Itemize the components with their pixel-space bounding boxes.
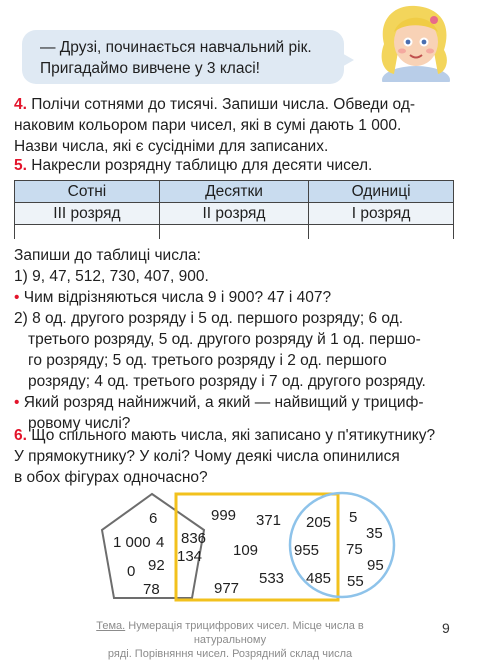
speech-bubble-tail	[340, 52, 354, 68]
overlap-pentagon-rectangle-number: 134	[177, 548, 203, 565]
overlap-rectangle-circle-number: 205	[306, 514, 332, 531]
speech-bubble-text	[40, 37, 340, 79]
place-value-table	[14, 180, 454, 239]
table-header-units: Одиниці	[309, 181, 454, 203]
circle-number: 95	[367, 557, 384, 574]
table-header-row	[15, 181, 454, 203]
table-cell	[309, 225, 454, 240]
table-rank-1: I розряд	[309, 203, 454, 225]
dialog-line-1: — Друзі, починається навчальний рік.	[40, 39, 312, 56]
task-6-line-3: в обох фігурах одночасно?	[14, 469, 208, 486]
table-rank-2: II розряд	[159, 203, 308, 225]
footer-topic-label: Тема.	[96, 620, 126, 632]
task-4-line-1: Полічи сотнями до тисячі. Запиши числа. Обведи од-	[31, 96, 416, 113]
footer-line-2: ряді. Порівняння чисел. Розрядний склад числа	[107, 648, 353, 660]
task-4-line-2: наковим кольором пари чисел, які в сумі дають 1 000.	[14, 117, 402, 134]
task-5-item-2-line-2: третього розряду, 5 од. другого розряду й 1 од. першо-	[28, 331, 421, 348]
task-4-line-3: Назви числа, які є сусідніми для записаних.	[14, 138, 329, 155]
table-header-hundreds: Сотні	[15, 181, 160, 203]
task-5-body	[14, 245, 469, 434]
task-5-item-1: 1) 9, 47, 512, 730, 407, 900.	[14, 268, 209, 285]
task-6-line-1: Що спільного мають числа, які записано у п'ятикутнику?	[31, 427, 436, 444]
circle-number: 55	[347, 573, 364, 590]
pentagon-number: 92	[148, 557, 165, 574]
pentagon-number: 6	[149, 510, 158, 527]
circle-number: 75	[346, 541, 363, 558]
task-5-item-2-line-1: 2) 8 од. другого розряду і 5 од. першого розряду; 6 од.	[14, 310, 403, 327]
task-5-item-2-line-3: го розряду; 5 од. третього розряду і 2 од. першого	[28, 352, 387, 369]
overlap-rectangle-circle-number: 485	[306, 570, 332, 587]
task-6-number: 6.	[14, 427, 27, 444]
rectangle-number: 533	[259, 570, 285, 587]
circle-number: 5	[349, 509, 358, 526]
pentagon-number: 78	[143, 581, 160, 598]
rectangle-number: 977	[214, 580, 240, 597]
dialog-line-2: Пригадаймо вивчене у 3 класі!	[40, 60, 260, 77]
overlap-rectangle-circle-number: 955	[294, 542, 320, 559]
table-header-tens: Десятки	[159, 181, 308, 203]
pentagon-number: 0	[127, 563, 136, 580]
table-subheader-row	[15, 203, 454, 225]
page-footer	[60, 619, 400, 661]
table-empty-row	[15, 225, 454, 240]
task-5-number: 5.	[14, 157, 27, 174]
circle-number: 35	[366, 525, 383, 542]
bullet-icon: •	[14, 289, 20, 306]
pentagon-number: 4	[156, 534, 165, 551]
rectangle-number: 371	[256, 512, 282, 529]
task-4	[14, 94, 469, 157]
task-5-item-2-line-4: розряду; 4 од. третього розряду і 7 од. другого розряду.	[28, 373, 426, 390]
page-number: 9	[442, 620, 450, 636]
task-5-question-1: Чим відрізняються числа 9 і 900? 47 і 407?	[23, 289, 332, 306]
overlap-pentagon-rectangle-number: 836	[181, 530, 207, 547]
task-5-question-2-line-1: Який розряд найнижчий, а який — найвищий у трициф-	[23, 394, 424, 411]
table-rank-3: III розряд	[15, 203, 160, 225]
task-6	[14, 425, 469, 488]
girl-illustration	[364, 2, 464, 82]
task-5-text: Накресли розрядну таблицю для десяти чисел.	[31, 157, 373, 174]
bullet-icon: •	[14, 394, 20, 411]
table-cell	[15, 225, 160, 240]
pentagon-number: 1 000	[113, 534, 151, 551]
rectangle-number: 999	[211, 507, 237, 524]
task-5-write: Запиши до таблиці числа:	[14, 247, 201, 264]
rectangle-number: 109	[233, 542, 259, 559]
footer-line-1: Нумерація трицифрових чисел. Місце числа в натуральному	[128, 620, 364, 646]
task-5-heading	[14, 155, 469, 176]
task-5-question-2-line-2: ровому числі?	[28, 415, 131, 432]
task-4-number: 4.	[14, 96, 27, 113]
task-6-line-2: У прямокутнику? У колі? Чому деякі числа опинилися	[14, 448, 400, 465]
table-cell	[159, 225, 308, 240]
